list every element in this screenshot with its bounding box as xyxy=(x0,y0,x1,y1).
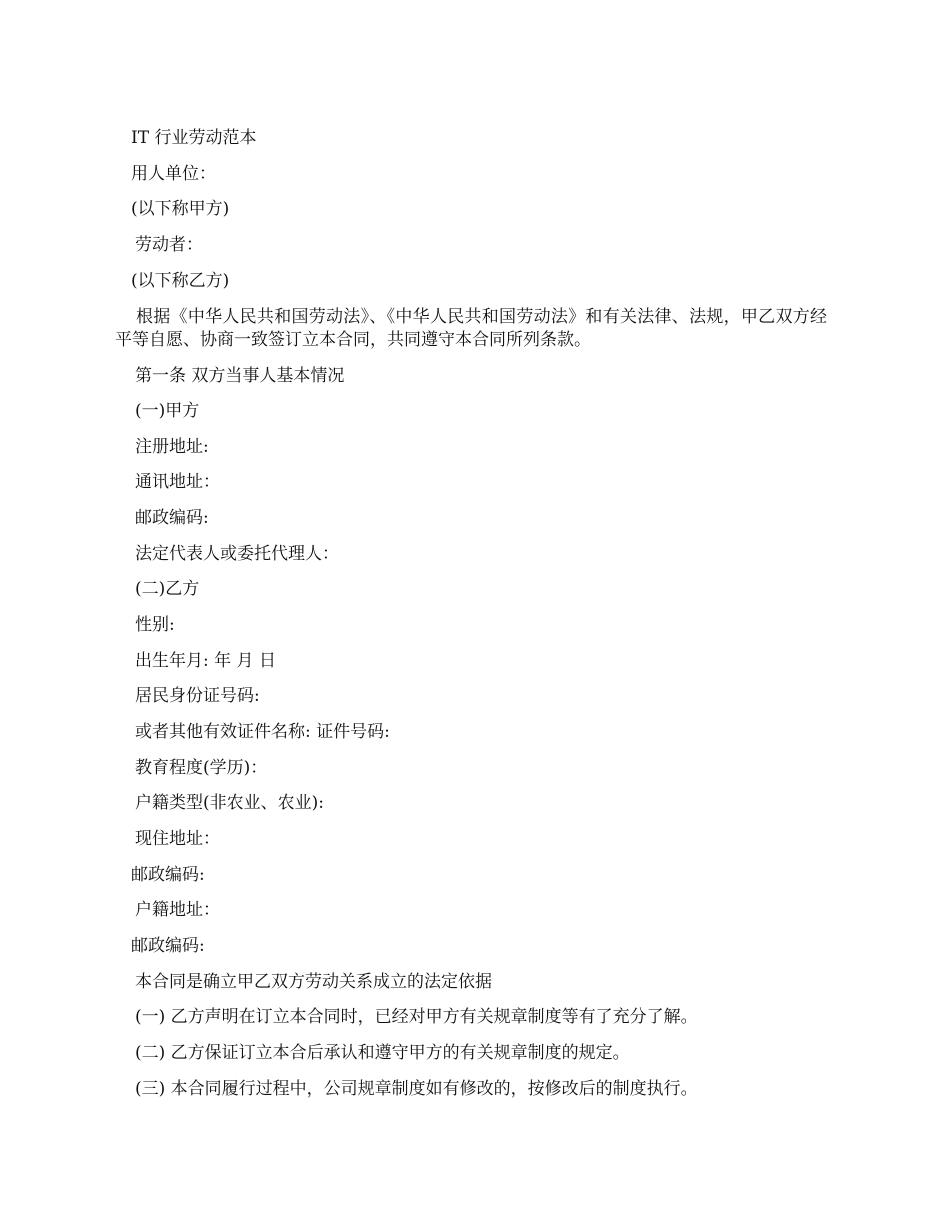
clause-3: (三) 本合同履行过程中，公司规章制度如有修改的，按修改后的制度执行。 xyxy=(135,1079,698,1099)
party-a-registered-address: 注册地址: xyxy=(135,437,209,457)
party-b-id-number: 居民身份证号码: xyxy=(135,686,260,706)
party-b-gender: 性别: xyxy=(135,615,175,635)
employer-alias: (以下称甲方) xyxy=(131,199,230,219)
legal-basis-heading: 本合同是确立甲乙双方劳动关系成立的法定依据 xyxy=(135,972,492,992)
party-b-household-address: 户籍地址： xyxy=(135,900,220,920)
party-a-heading: (一)甲方 xyxy=(135,401,200,421)
party-b-household-type: 户籍类型(非农业、农业): xyxy=(135,793,324,813)
document-title: IT 行业劳动范本 xyxy=(131,128,257,148)
party-b-current-address: 现住地址： xyxy=(135,829,220,849)
party-b-education: 教育程度(学历)： xyxy=(135,758,268,778)
clause-1: (一) 乙方声明在订立本合同时，已经对甲方有关规章制度等有了充分了解。 xyxy=(135,1007,698,1027)
party-a-representative: 法定代表人或委托代理人： xyxy=(135,544,339,564)
article-1-title: 第一条 双方当事人基本情况 xyxy=(135,366,345,386)
worker-alias: (以下称乙方) xyxy=(131,271,230,291)
employer-label: 用人单位： xyxy=(131,164,216,184)
party-b-birth: 出生年月: 年 月 日 xyxy=(135,651,276,671)
preamble-paragraph: 根据《中华人民共和国劳动法》、《中华人民共和国劳动法》和有关法律、法规，甲乙双方经平等自愿、协商一致签订立本合同，共同遵守本合同所列条款。 xyxy=(115,307,827,350)
party-a-postal-code: 邮政编码: xyxy=(135,508,209,528)
party-b-postal-code-1: 邮政编码: xyxy=(131,865,205,885)
party-b-other-id: 或者其他有效证件名称: 证件号码: xyxy=(135,722,390,742)
party-b-heading: (二)乙方 xyxy=(135,579,200,599)
party-a-mailing-address: 通讯地址： xyxy=(135,472,220,492)
worker-label: 劳动者： xyxy=(135,235,203,255)
party-b-postal-code-2: 邮政编码: xyxy=(131,936,205,956)
clause-2: (二) 乙方保证订立本合后承认和遵守甲方的有关规章制度的规定。 xyxy=(135,1043,630,1063)
